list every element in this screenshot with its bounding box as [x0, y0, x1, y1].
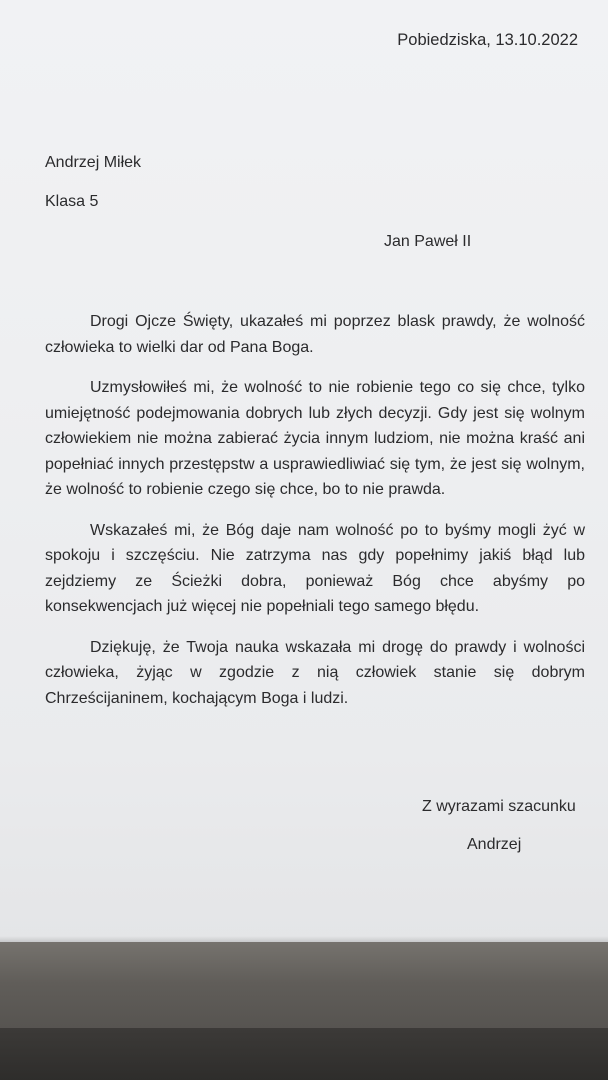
- author-name: Andrzej Miłek: [45, 154, 142, 171]
- letter-paragraph-3: Wskazałeś mi, że Bóg daje nam wolność po to byśmy mogli żyć w spokoju i szczęściu. Nie zatrzyma nas gdy popełnimy jakiś błąd lub zejdziemy ze Ścieżki dobra, ponieważ Bóg chce abyśmy po konsekwencjach już więcej nie popełniali tego samego błędu.: [45, 521, 585, 615]
- letter-signature: Andrzej: [467, 836, 522, 853]
- letter-date: Pobiedziska, 13.10.2022: [397, 31, 578, 49]
- desk-edge: [0, 1028, 608, 1080]
- letter-recipient: Jan Paweł II: [384, 233, 472, 250]
- letter-paragraph-4: Dziękuję, że Twoja nauka wskazała mi drogę do prawdy i wolności człowieka, żyjąc w zgodzie z nią człowiek stanie się dobrym Chrześcijaninem, kochającym Boga i ludzi.: [45, 638, 585, 707]
- letter-closing: Z wyrazami szacunku: [422, 798, 576, 815]
- letter-paragraph-1: Drogi Ojcze Święty, ukazałeś mi poprzez blask prawdy, że wolność człowieka to wielki dar od Pana Boga.: [45, 313, 585, 356]
- author-class: Klasa 5: [45, 193, 99, 210]
- letter-paragraph-2: Uzmysłowiłeś mi, że wolność to nie robienie tego co się chce, tylko umiejętność podejmowania dobrych lub złych decyzji. Gdy jest się wolnym człowiekiem nie można zabierać życia innym ludziom, nie można kraść ani popełniać innych przestępstw a usprawiedliwiać się tym, że jest się wolnym, że wolność to robienie czego się chce, bo to nie prawda.: [45, 379, 585, 498]
- letter-body: [45, 309, 585, 726]
